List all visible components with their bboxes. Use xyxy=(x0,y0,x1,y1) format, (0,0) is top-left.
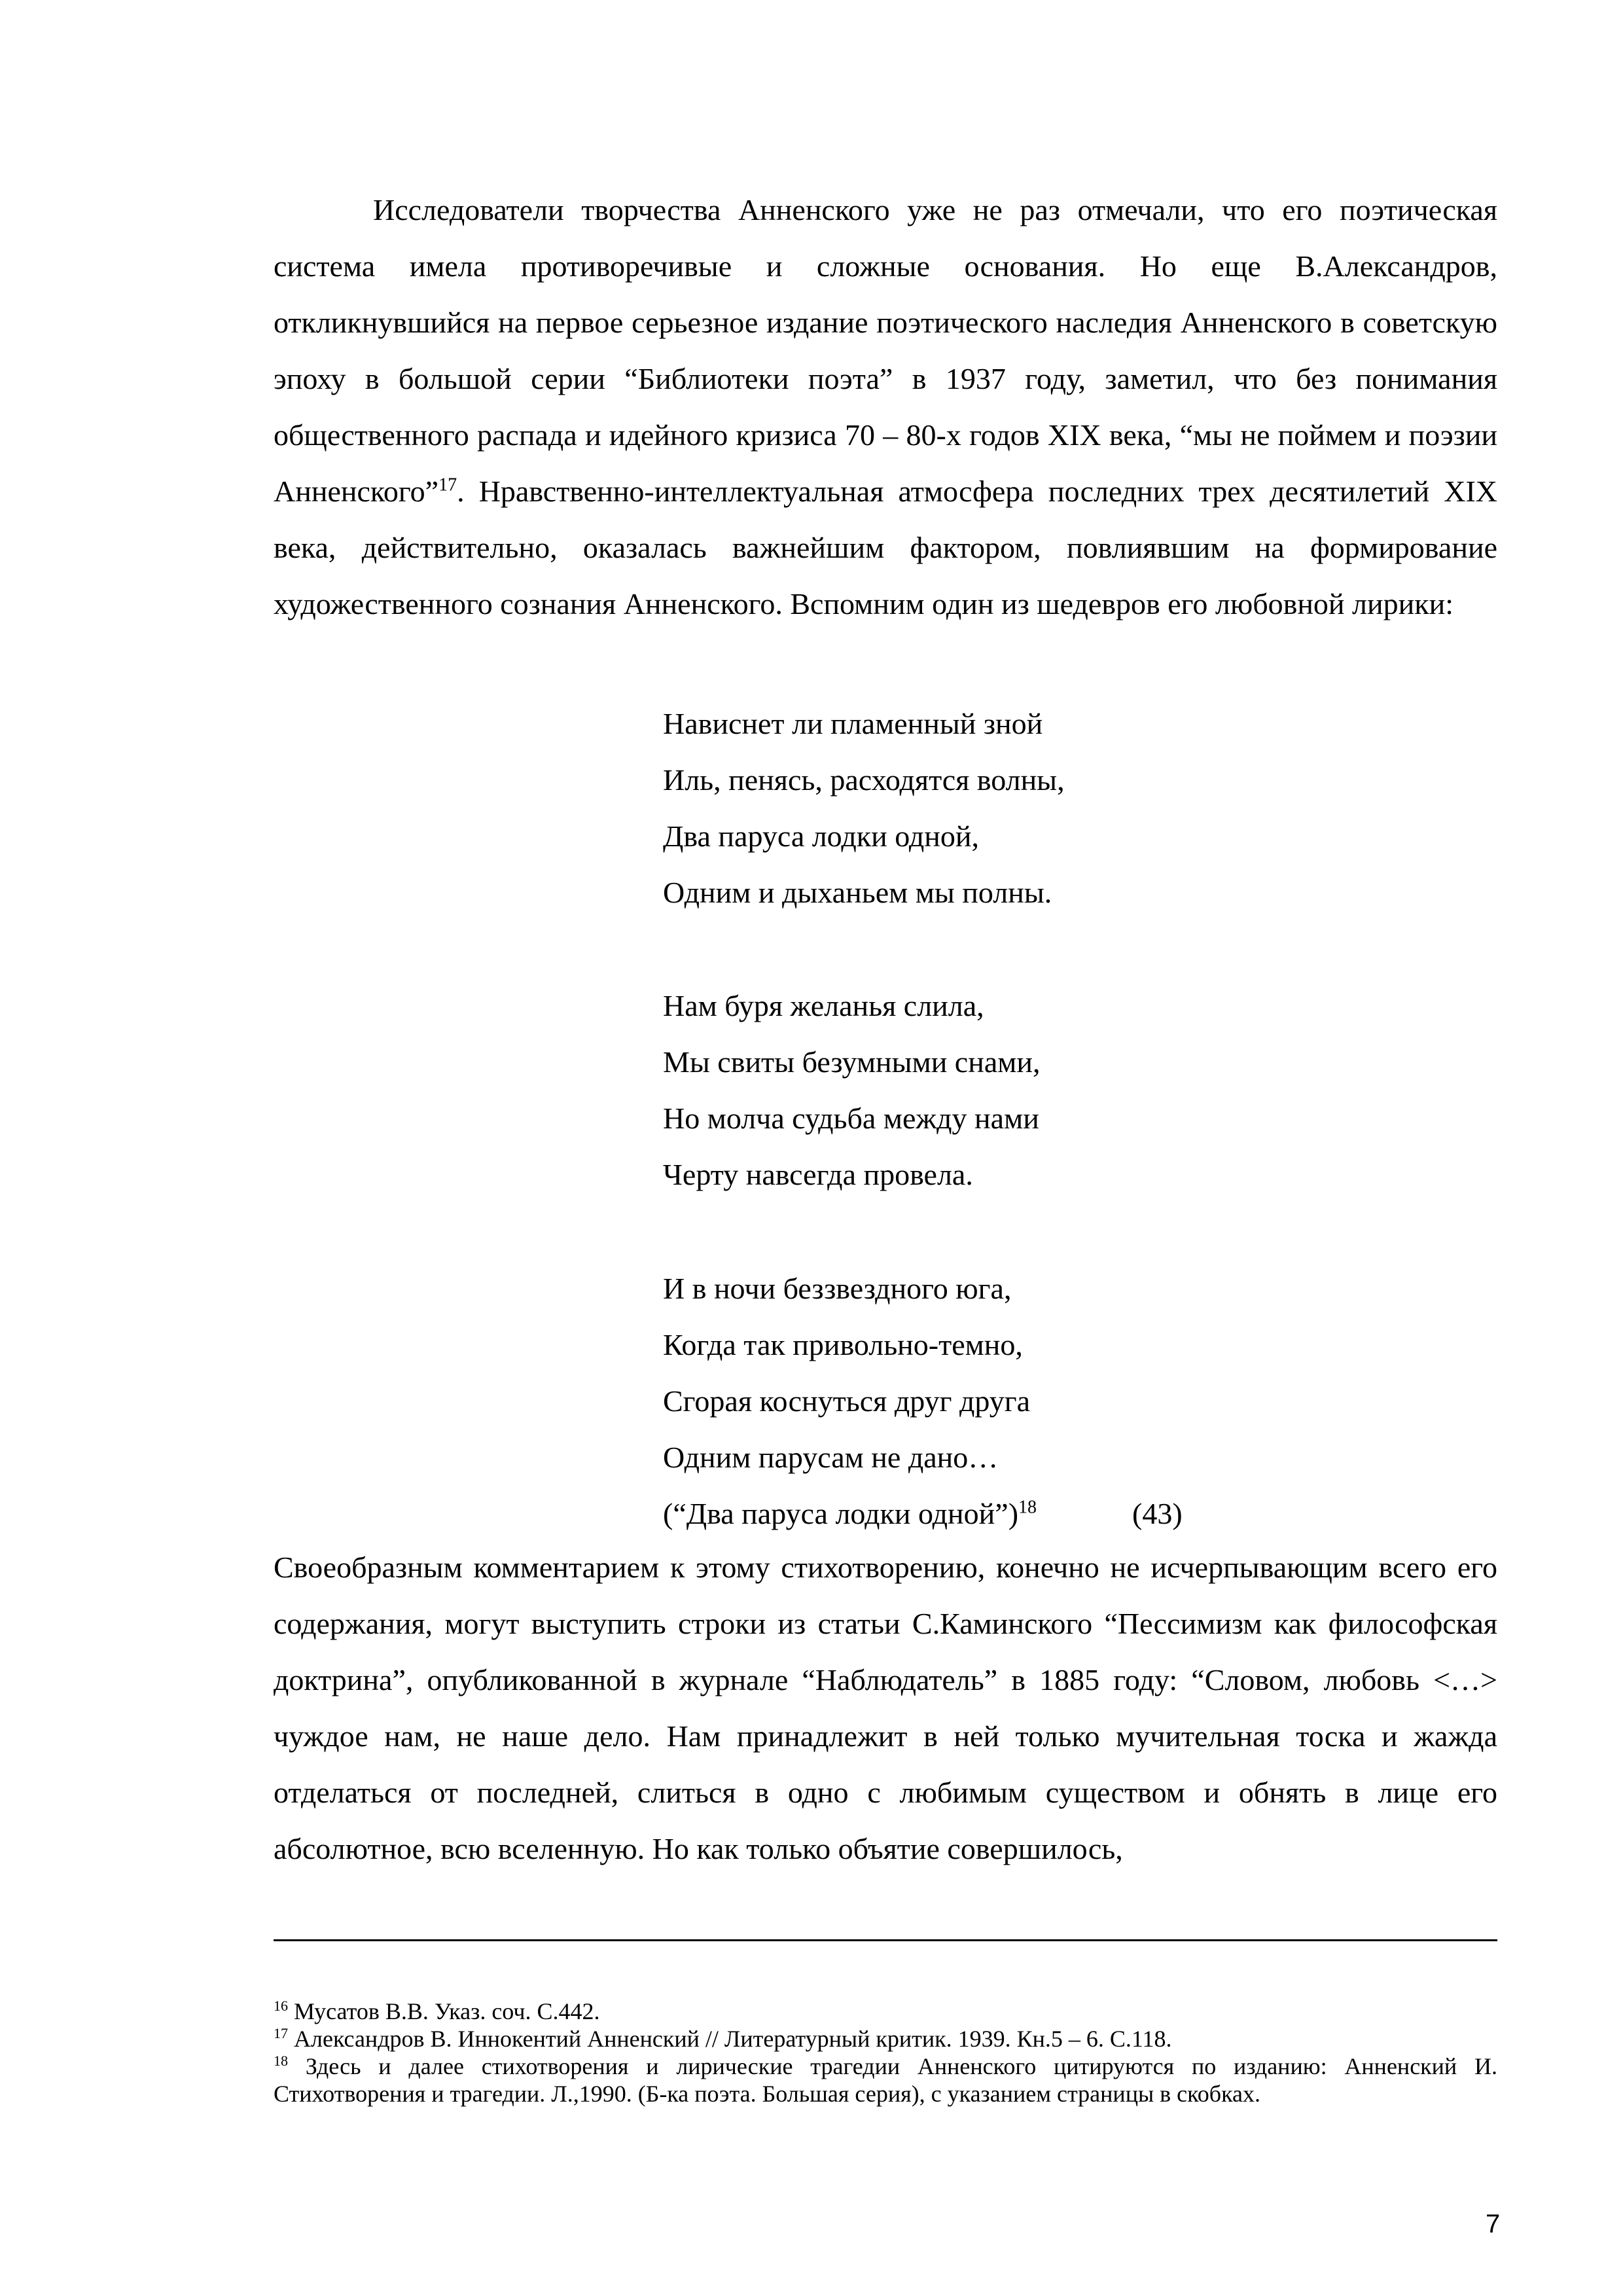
paragraph-1-text-b: . Нравственно-интеллектуальная атмосфера последних трех десятилетий XIX века, действительно, оказалась важнейшим фактором, повлиявшим на формирование художественного сознания Анненского. Вспомним один из шедевров его любовной лирики: xyxy=(274,475,1497,620)
footnote-18 xyxy=(274,2053,1497,2108)
poem-source-page: (43) xyxy=(1132,1497,1183,1530)
footnote-ref-18[interactable]: 18 xyxy=(1018,1497,1037,1518)
poem-line: Иль, пенясь, расходятся волны, xyxy=(663,763,1065,797)
poem-stanza-2 xyxy=(663,978,1040,1203)
poem-line: Но молча судьба между нами xyxy=(663,1102,1039,1135)
footnote-text: Александров В. Иннокентий Анненский // Литературный критик. 1939. Кн.5 – 6. С.118. xyxy=(294,2026,1172,2052)
footnote-number: 18 xyxy=(274,2053,288,2069)
poem-line: Черту навсегда провела. xyxy=(663,1158,973,1191)
poem-line: Нависнет ли пламенный зной xyxy=(663,707,1043,740)
footnote-17 xyxy=(274,2025,1497,2053)
poem-source-title-text: (“Два паруса лодки одной”) xyxy=(663,1497,1019,1530)
poem-source-title xyxy=(663,1486,1037,1542)
poem-line: Одним и дыханьем мы полны. xyxy=(663,876,1052,909)
poem-line: Одним парусам не дано… xyxy=(663,1441,999,1474)
footnote-number: 16 xyxy=(274,1998,288,2014)
poem-line: И в ночи беззвездного юга, xyxy=(663,1272,1012,1305)
footnote-text: Мусатов В.В. Указ. соч. С.442. xyxy=(294,1998,600,2024)
footnote-16 xyxy=(274,1998,1497,2025)
poem-stanza-3 xyxy=(663,1261,1030,1486)
footnote-text: Здесь и далее стихотворения и лирические трагедии Анненского цитируются по изданию: Анненский И. Стихотворения и трагедии. Л.,1990. (Б-ка поэта. Большая серия), с указанием страницы в скобках. xyxy=(274,2053,1497,2107)
poem-line: Когда так привольно-темно, xyxy=(663,1328,1023,1361)
poem-line: Мы свиты безумными снами, xyxy=(663,1045,1041,1079)
footnote-number: 17 xyxy=(274,2025,288,2041)
page-number: 7 xyxy=(1486,2210,1501,2238)
body-paragraph-1 xyxy=(274,182,1497,632)
poem-line: Два паруса лодки одной, xyxy=(663,819,980,853)
poem-stanza-1 xyxy=(663,696,1065,921)
poem-line: Нам буря желанья слила, xyxy=(663,989,984,1022)
paragraph-1-text-a: Исследователи творчества Анненского уже не раз отмечали, что его поэтическая система имела противоречивые и сложные основания. Но еще В.Александров, откликнувшийся на первое серьезное издание поэтического наследия Анненского в советскую эпоху в большой серии “Библиотеки поэта” в 1937 году, заметил, что без понимания общественного распада и идейного кризиса 70 – 80-х годов XIX века, “мы не поймем и поэзии Анненского” xyxy=(274,193,1497,508)
poem-line: Сгорая коснуться друг друга xyxy=(663,1384,1031,1418)
body-paragraph-2: Своеобразным комментарием к этому стихотворению, конечно не исчерпывающим всего его содержания, могут выступить строки из статьи С.Каминского “Пессимизм как философская доктрина”, опубликованной в журнале “Наблюдатель” в 1885 году: “Словом, любовь <…> чуждое нам, не наше дело. Нам принадлежит в ней только мучительная тоска и жажда отделаться от последней, слиться в одно с любимым существом и обнять в лице его абсолютное, всю вселенную. Но как только объятие совершилось, xyxy=(274,1551,1497,1865)
footnote-separator xyxy=(274,1939,1497,1941)
footnote-ref-17[interactable]: 17 xyxy=(438,475,457,495)
